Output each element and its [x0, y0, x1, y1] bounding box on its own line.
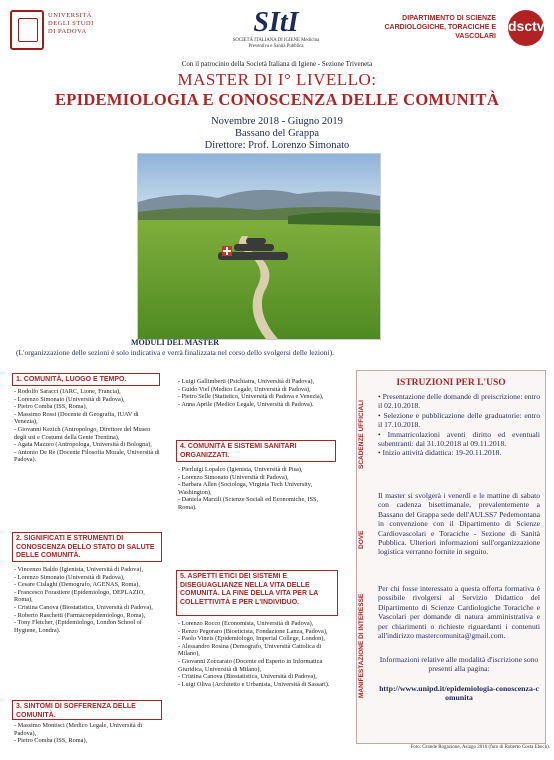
- master-level-title: MASTER DI I° LIVELLO:: [177, 70, 377, 89]
- list-item: - Agata Mazzeo (Antropologa, Università di Bologna),: [14, 441, 152, 449]
- list-item: - Cristina Canova (Biostatistica, Università di Padova),: [14, 603, 153, 611]
- department-name: DIPARTIMENTO DI SCIENZE CARDIOLOGICHE, TORACICHE E VASCOLARI: [384, 15, 496, 40]
- list-item: - Alessandro Rosina (Demografo, Università Cattolica di Milano),: [178, 642, 322, 658]
- label-deadlines: SCADENZE UFFICIALI: [358, 400, 365, 470]
- module-4-list: [178, 466, 338, 512]
- list-item: - Lorenzo Simonato (Università di Padova),: [14, 395, 125, 403]
- siti-logo: [226, 8, 326, 56]
- procession-photo: [137, 153, 381, 340]
- list-item: - Lorenzo Rocco (Economista, Università di Padova),: [178, 620, 314, 627]
- website-link[interactable]: http://www.unipd.it/epidemiologia-conoscenza-comunita: [379, 684, 539, 703]
- label-where: DOVE: [358, 530, 365, 550]
- list-item: - Guido Viel (Medico Legale, Università di Padova),: [178, 385, 311, 393]
- info-text: Informazioni relative alle modalità d'iscrizione sono presenti alla pagina:: [379, 655, 539, 674]
- list-item: - Cristina Canova (Biostatistica, Università di Padova),: [178, 673, 317, 681]
- siti-mark: SItI: [253, 7, 299, 38]
- list-item: - Antonio De Re (Docente Filosofia Morale, Università di Padova).: [14, 448, 160, 464]
- list-item: • Selezione e pubblicazione delle graduatorie: entro il 17.10.2018.: [378, 410, 540, 430]
- master-main-title: EPIDEMIOLOGIA E CONOSCENZA DELLE COMUNITÀ: [54, 90, 500, 109]
- siti-subtitle: SOCIETÀ ITALIANA DI IGIENE Medicina Preventiva e Sanità Pubblica: [232, 38, 320, 49]
- list-item: - Barbara Allen (Sociologa, Virginia Tech University, Washington),: [178, 481, 313, 496]
- list-item: - Paolo Vineis (Epidemiologo, Imperial College, London),: [178, 635, 325, 643]
- module-5-list: [178, 620, 338, 688]
- list-item: - Massimo Montisci (Medico Legale, Università di Padova),: [14, 722, 143, 737]
- master-place: Bassano del Grappa: [235, 128, 319, 139]
- module-1-list: [14, 388, 162, 464]
- module-3-title: 3. SINTOMI DI SOFFERENZA DELLE COMUNITÀ.: [12, 700, 162, 720]
- modules-heading: MODULI DEL MASTER: [130, 338, 219, 347]
- list-item: - Renzo Pegoraro (Bioeticista, Fondazione Lanza, Padova),: [178, 627, 328, 635]
- list-item: • Inizio attività didattica: 19-20.11.2018.: [378, 448, 502, 458]
- list-item: - Luigi Gallimberti (Psichiatra, Università di Padova),: [178, 378, 315, 385]
- modules-note: (L'organizzazione delle sezioni è solo indicativa e verrà finalizzata nel corso dello svolgersi delle lezioni).: [16, 348, 334, 357]
- university-logo: [10, 6, 150, 54]
- list-item: - Daniela Marzili (Scienze Sociali ed Economiche, ISS, Roma).: [178, 496, 319, 511]
- list-item: - Pierluigi Lopalco (Igienista, Università di Pisa),: [178, 466, 303, 473]
- university-name: UNIVERSITÀ DEGLI STUDI DI PADOVA: [48, 12, 94, 35]
- list-item: - Giovanni Kezich (Antropologo, Direttore del Museo degli usi e Costumi della Gente Trentina),: [14, 425, 151, 441]
- list-item: - Anna Aprile (Medico Legale, Università di Padova).: [178, 400, 314, 408]
- list-item: - Roberto Raschetti (Farmacoepidemiologo, Roma),: [14, 611, 146, 619]
- department-emblem-icon: dsctv: [508, 10, 544, 46]
- master-director: Direttore: Prof. Lorenzo Simonato: [204, 140, 350, 151]
- list-item: - Massimo Rossi (Docente di Geografia, IUAV di Venezia),: [14, 410, 139, 426]
- master-dates: Novembre 2018 - Giugno 2019: [211, 116, 343, 127]
- module-5-title: 5. ASPETTI ETICI DEI SISTEMI E DISEGUAGLIANZE NELLA VITA DELLE COMUNITÀ. LA FINE DELLA VITA PER LA COLLETTIVITÀ E PER L'INDIVIDUO.: [176, 570, 338, 616]
- module-3-list: [14, 722, 162, 745]
- deadlines-list: [378, 392, 540, 458]
- module-4-title: 4. COMUNITÀ E SISTEMI SANITARI ORGANIZZATI.: [176, 440, 336, 462]
- module-1-title: 1. COMUNITÀ, LUOGO E TEMPO.: [12, 373, 160, 386]
- list-item: - Pietro Comba (ISS, Roma),: [14, 737, 88, 745]
- list-item: - Lorenzo Simonato (Università di Padova),: [178, 473, 289, 481]
- list-item: - Giovanni Zoccarato (Docente ed Esperto in Informatica Giuridica, Università di Milano),: [178, 657, 323, 673]
- list-item: • Immatricolazioni aventi diritto ed eventuali subentranti: dal 31.10.2018 al 09.11.2018.: [378, 429, 540, 449]
- list-item: - Lorenzo Simonato (Università di Padova),: [14, 573, 125, 581]
- list-item: - Rodolfo Saracci (IARC, Lione, Francia),: [14, 388, 121, 395]
- module-2-list: [14, 566, 162, 634]
- university-seal-icon: [10, 10, 44, 50]
- label-interest: MANIFESTAZIONE DI INTERESSE: [358, 593, 365, 699]
- list-item: - Cesare Cislaghi (Demografo, AGENAS, Roma),: [14, 581, 140, 589]
- list-item: - Pietro Selle (Statistico, Università di Padova e Venezia),: [178, 393, 324, 401]
- interest-text: Per chi fosse interessato a questa offerta formativa è possibile rivolgersi al Servizio Didattico del Dipartimento di Scienze Cardiologiche Toraciche e Vascolari per domande di natura amministrativa e per chiarimenti o richieste riguardanti i contenuti all'indirizzo mastercomunita@gmail.com.: [378, 584, 540, 641]
- landscape-image: [138, 154, 380, 339]
- patronage-line: Con il patrocinio della Società Italiana di Igiene - Sezione Triveneta: [181, 60, 373, 68]
- list-item: - Tony Fletcher, (Epidemiologo, London School of Hygiene, Londra).: [14, 619, 142, 634]
- list-item: - Pietro Comba (ISS, Roma),: [14, 403, 88, 411]
- list-item: - Vincenzo Baldo (Igienista, Università di Padova),: [14, 566, 143, 573]
- list-item: • Presentazione delle domande di preiscrizione: entro il 02.10.2018.: [378, 392, 540, 411]
- list-item: - Luigi Oliva (Architetto e Urbanista, Università di Sassari).: [178, 680, 330, 688]
- list-item: - Francesco Forastiere (Epidemiologo, DEPLAZIO, Roma),: [14, 588, 145, 604]
- photo-caption: Foto: Grande Rogazione, Asiago 2016 (foto di Roberto Costa Ebech).: [410, 745, 550, 750]
- module-3-list-continued: [178, 378, 338, 408]
- department-logo: [370, 10, 550, 50]
- module-2-title: 2. SIGNIFICATI E STRUMENTI DI CONOSCENZA DELLO STATO DI SALUTE DELLE COMUNITÀ.: [12, 532, 162, 562]
- where-text: Il master si svolgerà i venerdì e le mattine di sabato con cadenza bisettimanale, prevalentemente a Bassano del Grappa sede dell'AULSS7 Pedemontana in convenzione con il Dipartimento di Scienze Cardiovascolari e Toraciche - Sezione di Sanità Pubblica. Ulteriori informazioni sull'organizzazione logistica verranno fornite in seguito.: [378, 491, 540, 557]
- instructions-title: ISTRUZIONI PER L'USO: [396, 378, 506, 388]
